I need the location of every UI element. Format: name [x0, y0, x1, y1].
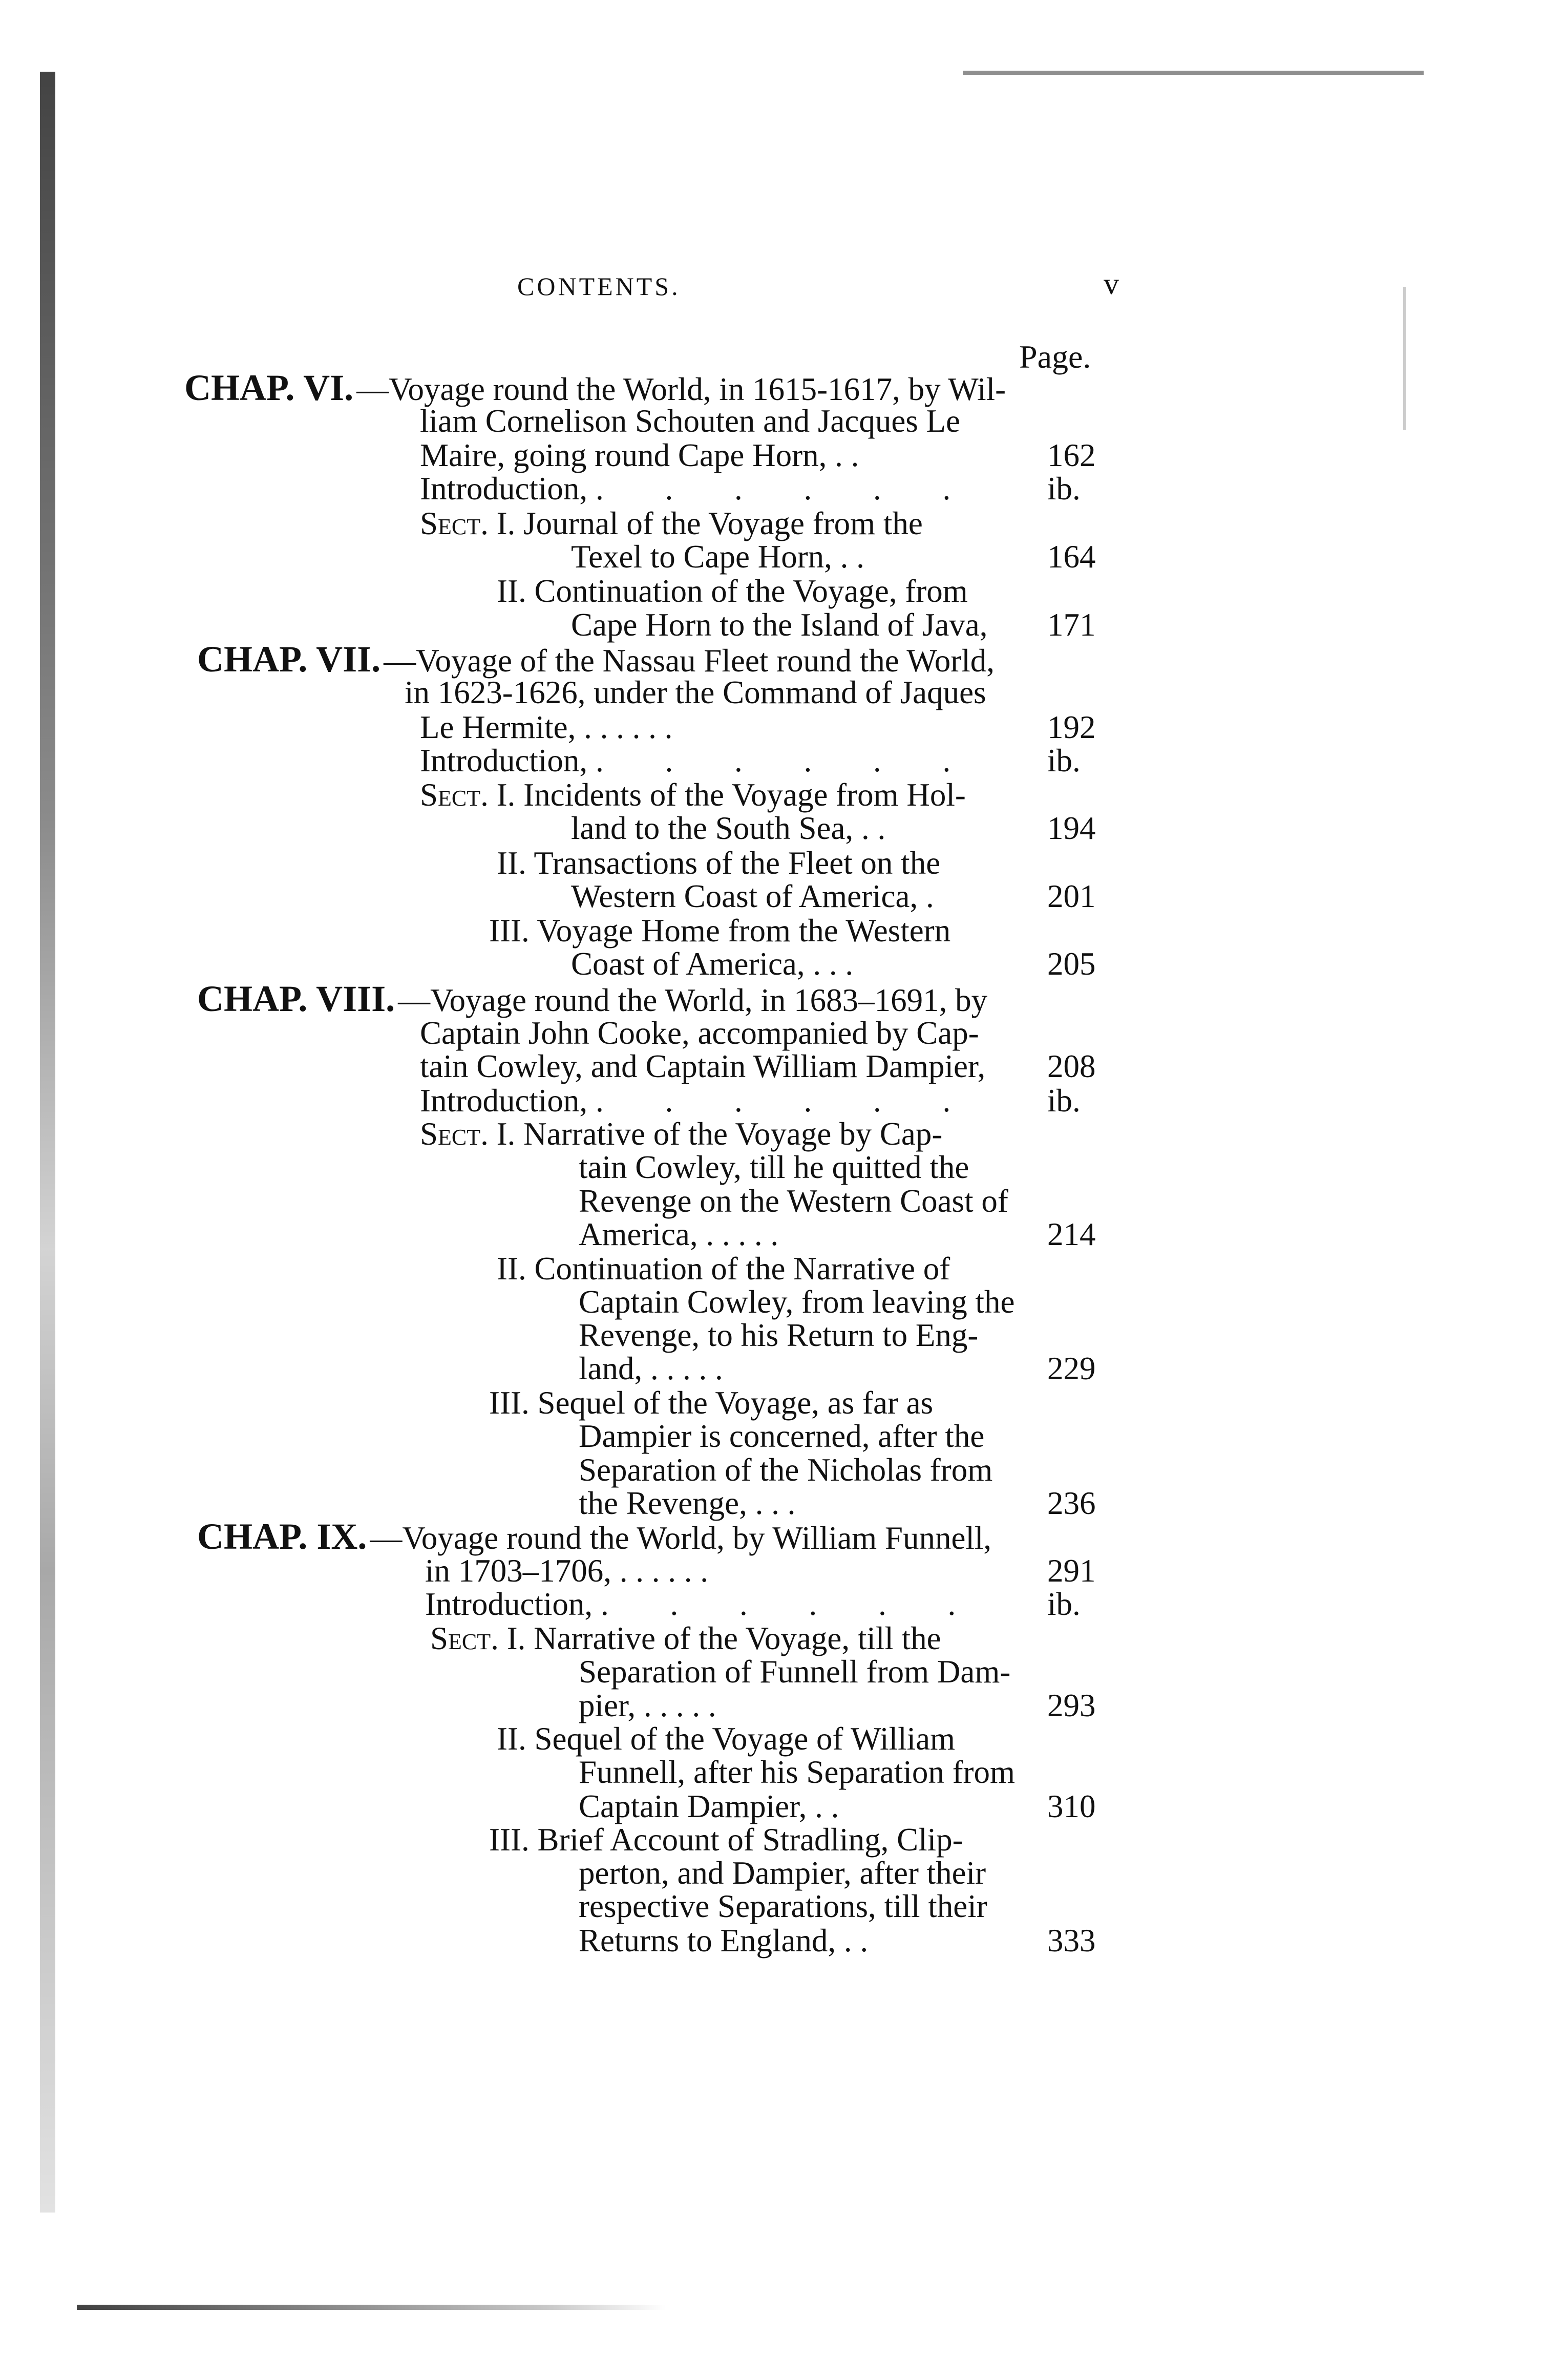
chapter-title-line: —Voyage of the Nassau Fleet round the World,	[384, 643, 995, 679]
leader-dots: . . . . . .	[595, 743, 978, 778]
section-line: Western Coast of America, .	[571, 878, 934, 914]
page-folio: v	[1104, 267, 1119, 301]
page-number: 229	[1047, 1351, 1096, 1386]
section-line: land to the South Sea, . .	[571, 810, 886, 846]
section-entry	[497, 575, 968, 607]
section-line: Revenge on the Western Coast of	[579, 1183, 1008, 1219]
section-line: Voyage Home from the Western	[537, 913, 951, 949]
chapter-heading	[184, 367, 1006, 408]
section-line: America, . . . . .	[579, 1216, 779, 1252]
section-line: Returns to England, . .	[579, 1923, 869, 1958]
chapter-title-line: —Voyage round the World, in 1683–1691, by	[398, 982, 988, 1018]
page-number: 162	[1047, 437, 1096, 473]
leader-dots: . . . . . .	[600, 1586, 983, 1622]
section-label: III.	[489, 1822, 530, 1858]
section-label: Sect. I.	[420, 777, 516, 813]
section-entry	[420, 507, 923, 540]
page-number: 164	[1047, 539, 1096, 575]
section-line: tain Cowley, till he quitted the	[579, 1149, 969, 1185]
section-line: Transactions of the Fleet on the	[534, 845, 941, 881]
section-line: Continuation of the Narrative of	[534, 1251, 950, 1287]
chapter-heading	[197, 1516, 992, 1557]
section-line: Sequel of the Voyage, as far as	[537, 1385, 934, 1421]
section-line: respective Separations, till their	[579, 1888, 987, 1924]
page-number: ib.	[1047, 1586, 1081, 1622]
section-label: Sect. I.	[420, 506, 516, 541]
section-line: the Revenge, . . .	[579, 1485, 796, 1521]
section-entry	[489, 914, 950, 947]
section-entry	[497, 847, 940, 879]
section-line: Coast of America, . . .	[571, 946, 854, 982]
page-number: 291	[1047, 1553, 1096, 1589]
page-number: ib.	[1047, 471, 1081, 507]
chapter-title-line: tain Cowley, and Captain William Dampier,	[420, 1048, 986, 1084]
chapter-label: CHAP. VI.	[184, 367, 354, 408]
section-label: II.	[497, 1721, 526, 1757]
chapter-heading	[197, 978, 988, 1019]
chapter-title-line: liam Cornelison Schouten and Jacques Le	[420, 403, 961, 439]
section-line: Sequel of the Voyage of William	[534, 1721, 956, 1757]
page-number: 208	[1047, 1048, 1096, 1084]
section-line: Funnell, after his Separation from	[579, 1754, 1016, 1790]
chapter-title-line: —Voyage round the World, by William Funnell,	[370, 1520, 992, 1556]
chapter-title-line: Maire, going round Cape Horn, . .	[420, 437, 859, 473]
section-entry	[430, 1622, 941, 1655]
introduction-label: Introduction,	[420, 1083, 588, 1119]
page-number: 201	[1047, 878, 1096, 914]
introduction-label: Introduction,	[420, 471, 588, 507]
section-line: Journal of the Voyage from the	[523, 506, 923, 541]
chapter-title-line: —Voyage round the World, in 1615-1617, by Wil-	[356, 371, 1006, 407]
page-number: 214	[1047, 1216, 1096, 1252]
section-label: III.	[489, 1385, 530, 1421]
running-head: CONTENTS.	[517, 272, 681, 301]
section-entry	[420, 1118, 942, 1150]
section-line: Separation of Funnell from Dam-	[579, 1654, 1011, 1690]
section-label: II.	[497, 845, 526, 881]
section-line: land, . . . . .	[579, 1351, 723, 1386]
page-number: 192	[1047, 709, 1096, 745]
section-line: Texel to Cape Horn, . .	[571, 539, 864, 575]
page-number: 293	[1047, 1688, 1096, 1723]
section-line: Continuation of the Voyage, from	[534, 573, 968, 609]
chapter-heading	[197, 639, 995, 680]
section-line: Cape Horn to the Island of Java,	[571, 607, 988, 643]
section-entry	[420, 778, 966, 811]
section-label: II.	[497, 573, 526, 609]
section-line: Revenge, to his Return to Eng-	[579, 1317, 979, 1353]
section-line: Captain Dampier, . .	[579, 1788, 839, 1824]
section-line: Narrative of the Voyage, till the	[534, 1620, 941, 1656]
page-number: 171	[1047, 607, 1096, 643]
section-line: Brief Account of Stradling, Clip-	[537, 1822, 963, 1858]
introduction-label: Introduction,	[425, 1586, 593, 1622]
section-line: Captain Cowley, from leaving the	[579, 1284, 1015, 1320]
leader-dots: . . . . . .	[595, 471, 978, 507]
introduction-entry	[425, 1588, 982, 1620]
section-line: Dampier is concerned, after the	[579, 1418, 985, 1454]
leader-dots: . . . . . .	[595, 1083, 978, 1119]
section-label: Sect. I.	[420, 1116, 516, 1152]
page-number: 310	[1047, 1788, 1096, 1824]
page-number: 194	[1047, 810, 1096, 846]
chapter-title-line: in 1623-1626, under the Command of Jaques	[405, 675, 986, 710]
chapter-label: CHAP. VII.	[197, 639, 381, 680]
chapter-title-line: in 1703–1706, . . . . . .	[425, 1553, 709, 1589]
section-label: Sect. I.	[430, 1620, 526, 1656]
page-number: 236	[1047, 1485, 1096, 1521]
introduction-entry	[420, 1084, 977, 1117]
chapter-label: CHAP. IX.	[197, 1516, 367, 1557]
introduction-entry	[420, 744, 977, 777]
page-number: ib.	[1047, 1083, 1081, 1119]
section-entry	[497, 1722, 955, 1755]
introduction-entry	[420, 472, 977, 505]
section-label: III.	[489, 913, 530, 949]
section-line: Incidents of the Voyage from Hol-	[523, 777, 966, 813]
page-number: ib.	[1047, 743, 1081, 778]
page-number: 205	[1047, 946, 1096, 982]
section-entry	[497, 1252, 950, 1285]
section-entry	[489, 1386, 933, 1419]
section-line: Separation of the Nicholas from	[579, 1452, 993, 1488]
page-number: 333	[1047, 1923, 1096, 1958]
chapter-title-line: Captain John Cooke, accompanied by Cap-	[420, 1015, 979, 1051]
section-label: II.	[497, 1251, 526, 1287]
section-line: Narrative of the Voyage by Cap-	[523, 1116, 943, 1152]
chapter-label: CHAP. VIII.	[197, 978, 395, 1019]
section-line: pier, . . . . .	[579, 1688, 716, 1723]
page-column-label: Page.	[1019, 339, 1091, 375]
section-entry	[489, 1823, 963, 1856]
section-line: perton, and Dampier, after their	[579, 1855, 986, 1891]
chapter-title-line: Le Hermite, . . . . . .	[420, 709, 673, 745]
introduction-label: Introduction,	[420, 743, 588, 778]
